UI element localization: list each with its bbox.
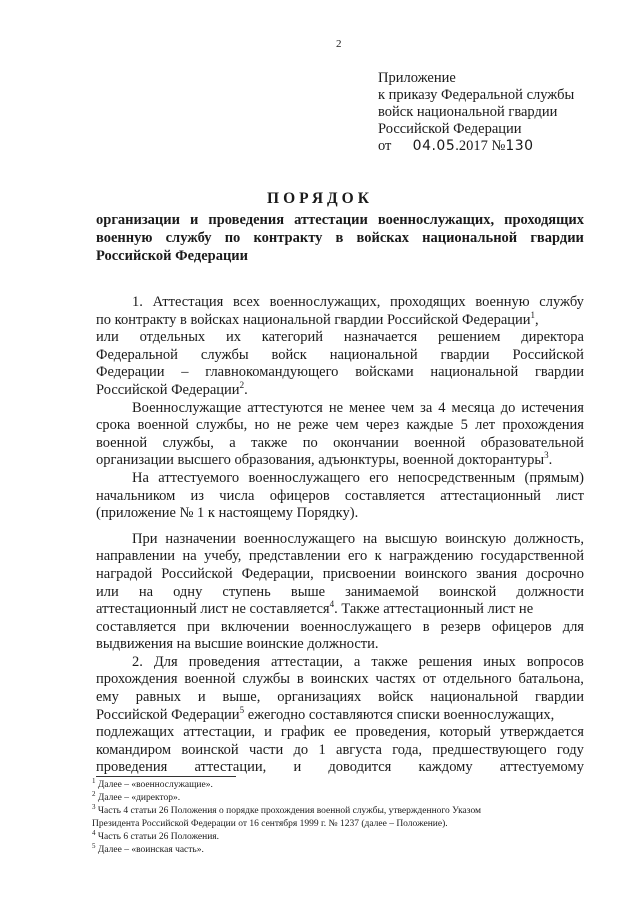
word: не <box>328 399 344 416</box>
word: службу <box>539 294 584 310</box>
word: чем <box>335 417 359 434</box>
word: гвардии <box>440 346 490 363</box>
word: аттестационный <box>440 487 541 504</box>
word: Для <box>153 653 178 670</box>
order-year: .2017 <box>455 138 488 154</box>
word: национальной <box>430 364 519 381</box>
footnote-number: 1 <box>92 776 96 785</box>
word: из <box>190 487 205 504</box>
word: Аттестация <box>152 294 224 310</box>
word: 1 <box>318 741 326 758</box>
word: к <box>374 548 382 565</box>
word: и <box>293 759 302 776</box>
word: который <box>439 724 492 741</box>
footnote-ref: 4 <box>329 599 335 610</box>
word: до <box>500 399 516 416</box>
word: в <box>296 671 304 688</box>
word: воинской <box>181 741 239 758</box>
text-span: . Также аттестационный лист не <box>334 601 534 618</box>
footnote-number: 5 <box>92 841 96 850</box>
word: непосредственным <box>397 469 516 486</box>
word: от <box>422 671 437 688</box>
word: по <box>224 230 241 246</box>
word: одну <box>173 583 203 600</box>
footnote-ref: 2 <box>239 380 245 391</box>
text-span: . <box>548 452 553 469</box>
number-sign: № <box>491 138 506 154</box>
word: батальона, <box>518 671 584 688</box>
footnote <box>92 789 586 805</box>
footnote-continuation: Президента Российской Федерации от 16 сентября 1999 г. № 1237 (далее – Положение). <box>92 819 448 829</box>
word: также <box>371 653 408 670</box>
word: а <box>353 653 361 670</box>
word: офицеров <box>269 487 330 504</box>
text-span: организации высшего образования, адъюнктуры, военной докторантуры <box>96 452 545 469</box>
word: начальником <box>96 487 176 504</box>
word: военной <box>96 434 148 451</box>
word: 4 <box>438 399 446 416</box>
word: войск <box>378 689 414 706</box>
word: через <box>365 417 400 434</box>
word: наградой <box>96 565 153 582</box>
footnote <box>92 802 586 818</box>
word: частях <box>375 671 416 688</box>
appendix-line: Приложение <box>378 70 456 86</box>
word: досрочно <box>526 565 584 582</box>
word: (прямым) <box>524 469 584 486</box>
word: части <box>248 741 284 758</box>
word: военной <box>137 417 189 434</box>
footnotes <box>92 776 586 857</box>
paragraph-line <box>96 400 584 418</box>
paragraph-line: по контракту в войсках национальной гвардии Российской Федерации$^1$, <box>96 309 539 328</box>
footnote-text: Далее – «директор». <box>95 793 181 803</box>
word: подлежащих <box>96 724 175 741</box>
word: воинского <box>404 565 468 582</box>
word: войсках <box>356 230 409 246</box>
word: лет <box>475 417 496 434</box>
paragraph-line <box>96 704 584 725</box>
footnote-text: Далее – «военнослужащие». <box>95 780 213 790</box>
word: военную <box>475 294 530 310</box>
word: аттестуемого <box>158 469 240 486</box>
order-date-line <box>378 138 574 155</box>
paragraph-line <box>96 671 584 689</box>
word: вопросов <box>526 653 584 670</box>
word: воинских <box>310 671 369 688</box>
paragraph-line <box>96 654 584 672</box>
word: выше <box>290 583 326 600</box>
word: до <box>293 741 309 758</box>
word: каждому <box>418 759 473 776</box>
paragraph-line <box>96 347 584 365</box>
word: Российской <box>161 565 233 582</box>
word: главнокомандующего <box>205 364 339 381</box>
word: ступень <box>222 583 271 600</box>
word: контракту <box>253 230 323 246</box>
word: его <box>347 548 368 565</box>
text-span: по контракту в войсках национальной гвардии Российской Федерации <box>96 311 531 328</box>
word: или <box>96 329 119 346</box>
word: проведения <box>96 759 168 776</box>
word: решением <box>437 329 501 346</box>
word: при <box>187 618 210 635</box>
paragraph-line <box>96 759 584 777</box>
word: занимаемой <box>345 583 419 600</box>
word: 1. <box>132 294 143 310</box>
footnote-ref: 3 <box>544 450 549 461</box>
paragraph-line <box>96 417 584 435</box>
word: решения <box>418 653 473 670</box>
footnote <box>92 828 586 844</box>
word: иных <box>483 653 516 670</box>
word: равных <box>135 689 182 706</box>
word: – <box>181 364 189 381</box>
word: за <box>420 399 433 416</box>
word: в <box>422 618 430 635</box>
word: звания <box>476 565 518 582</box>
word: срока <box>96 417 131 434</box>
paragraph-line: (приложение № 1 к настоящему Порядку). <box>96 505 359 522</box>
document-body <box>96 294 584 777</box>
word: присвоении <box>322 565 396 582</box>
text-span: ежегодно составляются списки военнослужащих, <box>244 706 555 723</box>
word: проходящих <box>390 294 466 310</box>
word: должность, <box>513 530 584 547</box>
word: месяца <box>451 399 495 416</box>
word: аттестуются <box>247 399 323 416</box>
word: национальной <box>329 346 418 363</box>
word: назначается <box>343 329 418 346</box>
word: аттестации, <box>271 653 343 670</box>
word: чем <box>391 399 415 416</box>
word: числа <box>219 487 255 504</box>
word: утверждается <box>500 724 584 741</box>
word: воинскую <box>445 530 507 547</box>
appendix-line: к приказу Федеральной службы <box>378 87 575 103</box>
document-subtitle <box>96 211 584 265</box>
word: проведения <box>208 212 285 228</box>
word: образовательной <box>480 434 584 451</box>
word: проходящих <box>504 212 584 228</box>
word: или <box>96 583 119 600</box>
word: назначении <box>165 530 236 547</box>
word: для <box>562 618 584 635</box>
word: На <box>132 469 149 486</box>
footnote-divider <box>96 776 236 777</box>
text-span: Российской Федерации <box>96 706 240 723</box>
word: каждые <box>406 417 454 434</box>
word: Федеральной <box>96 346 178 363</box>
word: организации <box>96 212 180 228</box>
word: августа <box>336 741 382 758</box>
word: государственной <box>480 548 584 565</box>
order-date-handwritten: 04.05 <box>412 138 456 154</box>
word: категорий <box>261 329 324 346</box>
footnote-text: Часть 4 статьи 26 Положения о порядке прохождения военной службы, утвержденного Указом <box>95 806 482 816</box>
word: ее <box>333 724 347 741</box>
appendix-header <box>378 70 574 155</box>
word: аттестации <box>294 212 368 228</box>
word: всех <box>233 294 260 310</box>
word: на <box>182 548 197 565</box>
appendix-line: Российской Федерации <box>378 121 522 137</box>
word: гвардии <box>530 230 584 246</box>
word: военной <box>414 434 466 451</box>
word: должности <box>516 583 584 600</box>
word: военнослужащих, <box>269 294 381 310</box>
page-number: 2 <box>336 38 342 50</box>
word: высшую <box>385 530 438 547</box>
word: и <box>264 724 272 741</box>
word: ему <box>96 689 119 706</box>
text-span: Российской Федерации <box>96 381 240 398</box>
word: лист <box>556 487 584 504</box>
word: воинской <box>439 583 497 600</box>
word: а <box>229 434 236 451</box>
paragraph-line <box>96 294 584 312</box>
footnote-text: Часть 6 статьи 26 Положения. <box>95 832 220 842</box>
word: Российской <box>512 346 584 363</box>
word: военнослужащего <box>300 618 412 635</box>
word: его <box>369 469 389 486</box>
paragraph-line <box>96 470 584 488</box>
paragraph-line <box>96 742 584 760</box>
text-span: аттестационный лист не составляется <box>96 601 330 618</box>
word: учебу, <box>204 548 242 565</box>
word: также <box>251 434 288 451</box>
word: директора <box>521 329 584 346</box>
subtitle-line <box>96 229 584 247</box>
footnote-ref: 5 <box>239 704 245 715</box>
word: доводится <box>328 759 392 776</box>
paragraph-line <box>96 566 584 584</box>
word: гвардии <box>534 689 584 706</box>
text-span: . <box>244 381 248 398</box>
word: службы <box>200 346 249 363</box>
word: военную <box>96 230 153 246</box>
word: военной <box>184 671 236 688</box>
subtitle-line: Российской Федерации <box>96 248 249 264</box>
word: гвардии <box>534 364 584 381</box>
paragraph-line <box>96 584 584 602</box>
word: Федерации <box>96 364 165 381</box>
word: и <box>190 212 199 228</box>
word: службы, <box>162 434 214 451</box>
word: проведения, <box>355 724 431 741</box>
word: предшествующего <box>432 741 547 758</box>
word: выше, <box>222 689 261 706</box>
word: реже <box>298 417 329 434</box>
paragraph-line <box>96 364 584 382</box>
word: составляется <box>344 487 425 504</box>
paragraph-line <box>96 724 584 742</box>
word: окончании <box>333 434 399 451</box>
word: на <box>138 583 154 600</box>
word: Военнослужащие <box>132 399 242 416</box>
paragraph-line <box>96 531 584 549</box>
paragraph-line: выдвижения на высшие воинские должности. <box>96 636 379 653</box>
paragraph-line <box>96 435 584 453</box>
word: в <box>335 230 344 246</box>
word: организациях <box>277 689 362 706</box>
word: национальной <box>430 689 519 706</box>
appendix-line: войск национальной гвардии <box>378 104 558 120</box>
word: менее <box>349 399 386 416</box>
word: службы, <box>195 417 248 434</box>
word: составляется <box>96 618 177 635</box>
word: аттестации, <box>183 724 256 741</box>
word: награждению <box>389 548 474 565</box>
word: национальной <box>422 230 518 246</box>
word: их <box>225 329 241 346</box>
word: аттестации, <box>194 759 267 776</box>
word: по <box>302 434 318 451</box>
word: войск <box>271 346 307 363</box>
footnote-number: 4 <box>92 828 96 837</box>
word: военнослужащих, <box>377 212 495 228</box>
word: 5 <box>460 417 468 434</box>
paragraph-line <box>96 548 584 566</box>
word: резерв <box>440 618 481 635</box>
word: командиром <box>96 741 172 758</box>
word: и <box>197 689 206 706</box>
word: службу <box>165 230 212 246</box>
date-prefix: от <box>378 138 392 154</box>
word: Федерации, <box>241 565 314 582</box>
paragraph-line <box>96 329 584 347</box>
paragraph-line <box>96 689 584 707</box>
word: службы <box>242 671 291 688</box>
word: график <box>280 724 325 741</box>
subtitle-line <box>96 211 584 229</box>
word: на <box>362 530 378 547</box>
word: направлении <box>96 548 176 565</box>
word: не <box>276 417 292 434</box>
footnote-number: 3 <box>92 802 96 811</box>
word: включении <box>220 618 290 635</box>
word: отдельного <box>442 671 512 688</box>
word: 2. <box>132 653 143 670</box>
word: но <box>254 417 270 434</box>
word: года, <box>392 741 423 758</box>
footnote <box>92 776 586 792</box>
word: офицеров <box>491 618 552 635</box>
word: году <box>556 741 584 758</box>
footnote-number: 2 <box>92 789 96 798</box>
word: военнослужащего <box>248 469 360 486</box>
paragraph-line <box>96 619 584 637</box>
paragraph-line <box>96 488 584 506</box>
footnote <box>92 841 586 857</box>
word: истечения <box>521 399 584 416</box>
order-number-handwritten: 130 <box>505 138 534 154</box>
word: аттестуемому <box>499 759 584 776</box>
document-title: ПОРЯДОК <box>267 190 373 207</box>
paragraph-line <box>96 601 584 619</box>
word: При <box>132 530 158 547</box>
footnote-ref: 1 <box>530 309 536 320</box>
word: представлении <box>248 548 341 565</box>
word: прохождения <box>502 417 584 434</box>
word: военнослужащего <box>243 530 356 547</box>
word: отдельных <box>139 329 206 346</box>
word: прохождения <box>96 671 178 688</box>
word: проведения <box>188 653 261 670</box>
paragraph-line <box>96 452 584 470</box>
footnote-text: Далее – «воинская часть». <box>95 845 204 855</box>
word: войсками <box>355 364 414 381</box>
paragraph-line <box>96 382 584 400</box>
